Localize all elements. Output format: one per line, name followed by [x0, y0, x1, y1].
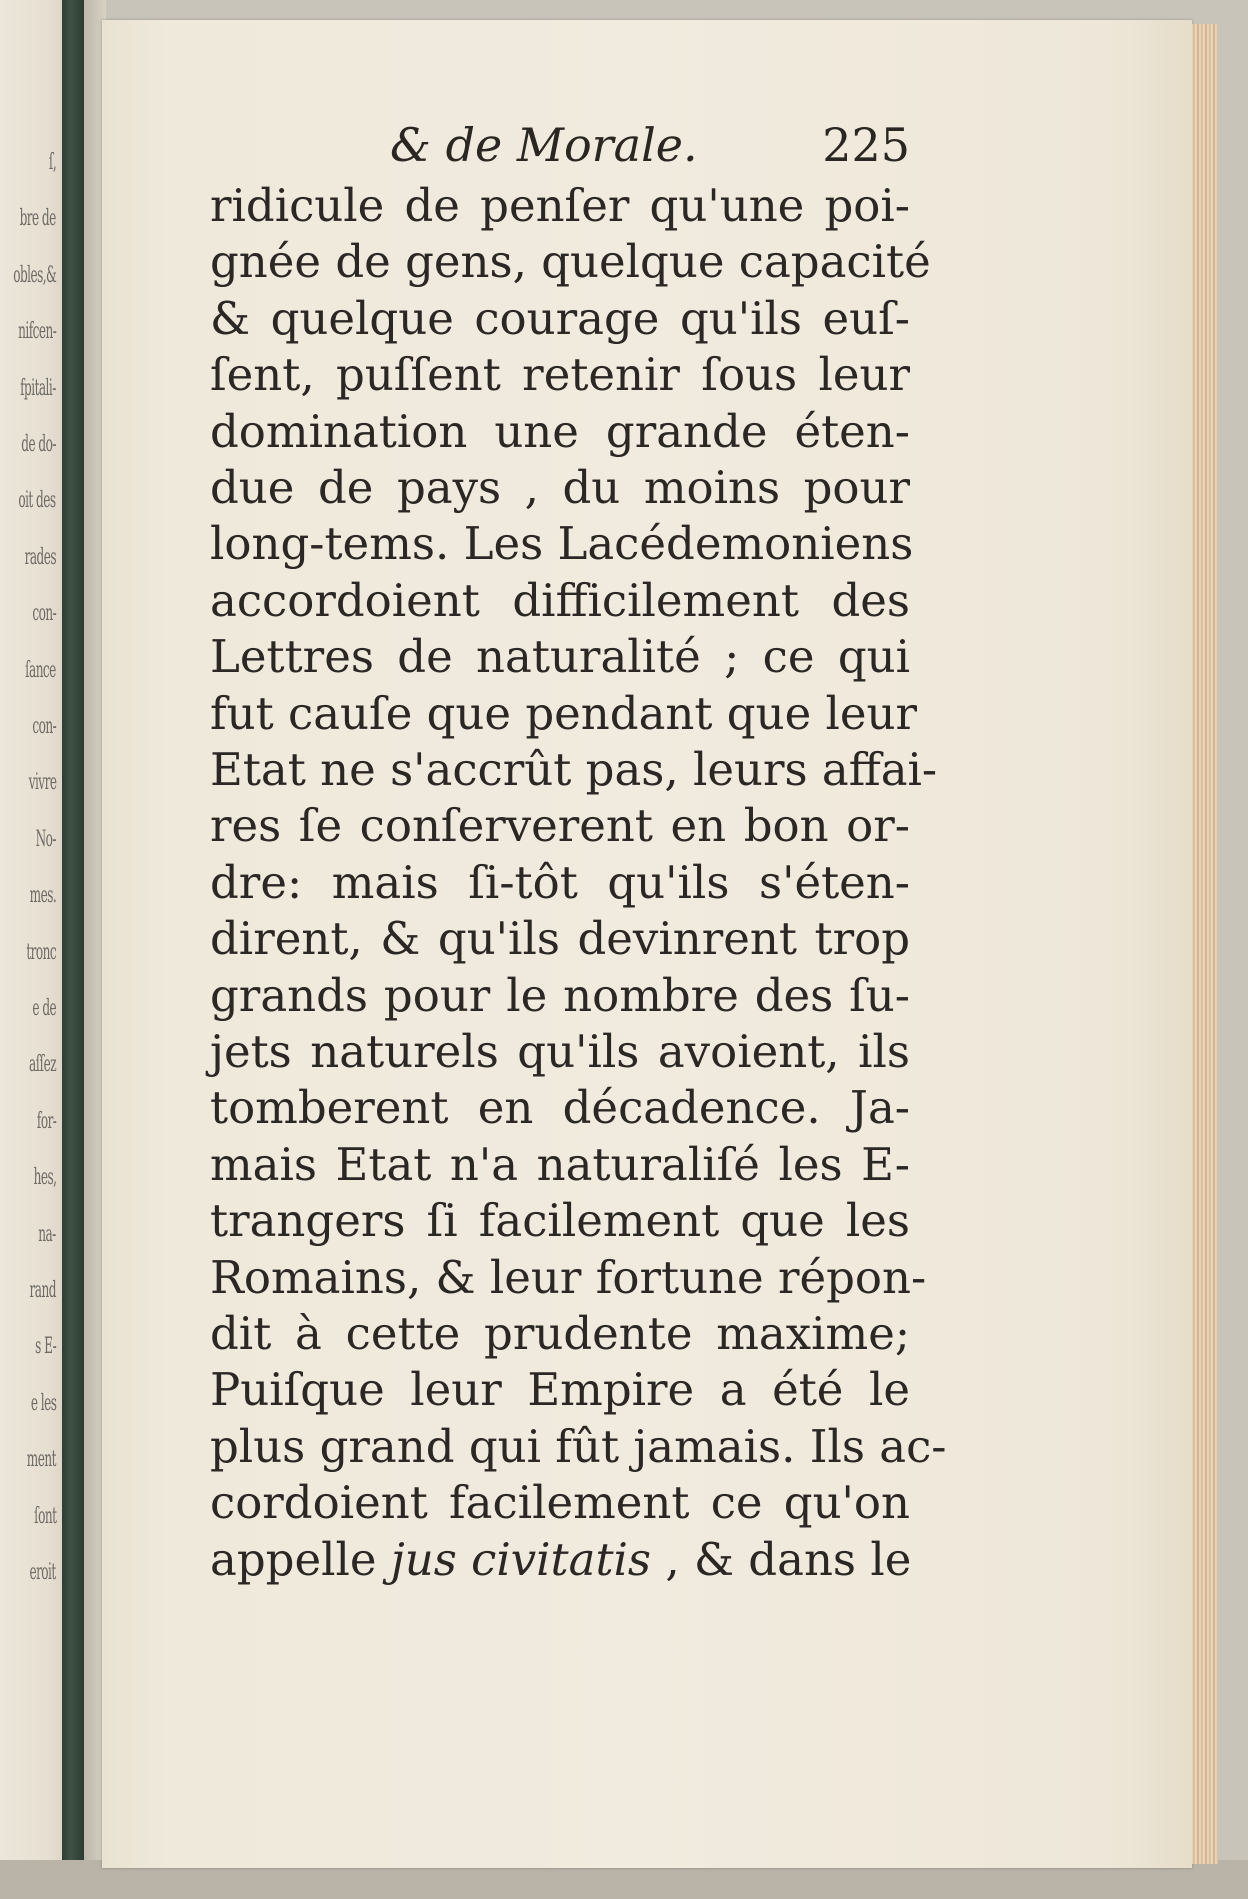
- facing-page-fragment-text: con-: [32, 601, 56, 627]
- facing-page-fragment-text: mes.: [29, 883, 56, 909]
- facing-page-fragment-text: fpitali-: [20, 375, 56, 401]
- facing-page-fragment-text: con-: [32, 714, 56, 739]
- text-line: jets naturels qu'ils avoient, ils: [210, 1025, 910, 1078]
- facing-page-fragment-text: nifcen-: [17, 319, 56, 345]
- text-line: accordoient difficilement des: [210, 573, 910, 627]
- facing-page-fragment-text: e de: [32, 996, 56, 1021]
- text-line: & quelque courage qu'ils euſ-: [210, 291, 910, 345]
- facing-page-fragment-text: de do-: [21, 432, 56, 457]
- facing-page-fragment-text: na-: [38, 1221, 56, 1247]
- facing-page-fragment-text: hes,: [33, 1165, 56, 1191]
- text-line: res ſe conſerverent en bon or-: [210, 799, 910, 853]
- text-line: Lettres de naturalité ; ce qui: [210, 630, 910, 684]
- text-line: Puiſque leur Empire a été le: [210, 1363, 910, 1417]
- text-line: due de pays , du moins pour: [210, 461, 910, 514]
- facing-page-fragment-text: bre de: [19, 206, 56, 232]
- facing-page-fragment-text: e les: [30, 1390, 56, 1416]
- text-line: cordoient facilement ce qu'on: [210, 1476, 910, 1530]
- facing-page-fragment-text: ſ,: [48, 150, 56, 175]
- facing-page-fragment-text: rand: [29, 1278, 56, 1303]
- latin-phrase: jus civitatis: [390, 1532, 652, 1586]
- text-line: ſent, puſſent retenir ſous leur: [210, 348, 910, 402]
- text-run: , & dans le: [651, 1532, 912, 1586]
- text-line: dre: mais ſi-tôt qu'ils s'éten-: [210, 855, 910, 909]
- facing-page-fragment-text: ſont: [33, 1503, 56, 1529]
- text-line: fut cauſe que pendant que leur: [210, 686, 918, 740]
- text-line: grands pour le nombre des ſu-: [210, 968, 910, 1022]
- text-line: domination une grande éten-: [210, 404, 910, 458]
- facing-page-fragment-text: rades: [24, 544, 56, 570]
- text-line: mais Etat n'a naturaliſé les E-: [210, 1137, 910, 1191]
- text-run: appelle: [210, 1532, 391, 1586]
- facing-page-fragment-text: aſſez: [29, 1052, 56, 1078]
- text-line: dit à cette prudente maxime;: [210, 1307, 910, 1360]
- running-title: & de Morale.: [390, 118, 698, 172]
- facing-page-fragment-text: No-: [35, 826, 56, 852]
- text-line: gnée de gens, quelque capacité: [210, 235, 931, 289]
- text-line: plus grand qui fût jamais. Ils ac-: [210, 1419, 947, 1473]
- facing-page-fragment: [0, 0, 70, 1899]
- page-number: 225: [822, 118, 910, 172]
- text-line: trangers ſi facilement que les: [210, 1194, 910, 1248]
- text-line: Romains, & leur fortune répon-: [210, 1250, 927, 1304]
- page-edges: [1192, 24, 1218, 1864]
- facing-page-fragment-text: eroit: [29, 1560, 56, 1585]
- text-line: long-tems. Les Lacédemoniens: [210, 517, 914, 571]
- text-line: dirent, & qu'ils devinrent trop: [210, 912, 910, 966]
- facing-page-fragment-text: oit des: [18, 488, 56, 514]
- facing-page-fragment-text: ſance: [25, 657, 56, 683]
- facing-page-fragment-text: tronc: [26, 939, 56, 965]
- text-line: ridicule de penſer qu'une poi-: [210, 179, 910, 232]
- facing-page-fragment-text: s E-: [34, 1334, 56, 1360]
- facing-page-fragment-text: vivre: [28, 770, 56, 796]
- facing-page-fragment-text: for-: [36, 1108, 56, 1134]
- facing-page-fragment-text: ment: [26, 1447, 56, 1473]
- facing-page-fragment-text: obles,&: [12, 262, 56, 288]
- running-header: [370, 118, 930, 178]
- text-line-last: [210, 1532, 910, 1588]
- text-line: tomberent en décadence. Ja-: [210, 1081, 910, 1135]
- book-spine: [62, 0, 84, 1899]
- text-line: Etat ne s'accrût pas, leurs affai-: [210, 743, 938, 796]
